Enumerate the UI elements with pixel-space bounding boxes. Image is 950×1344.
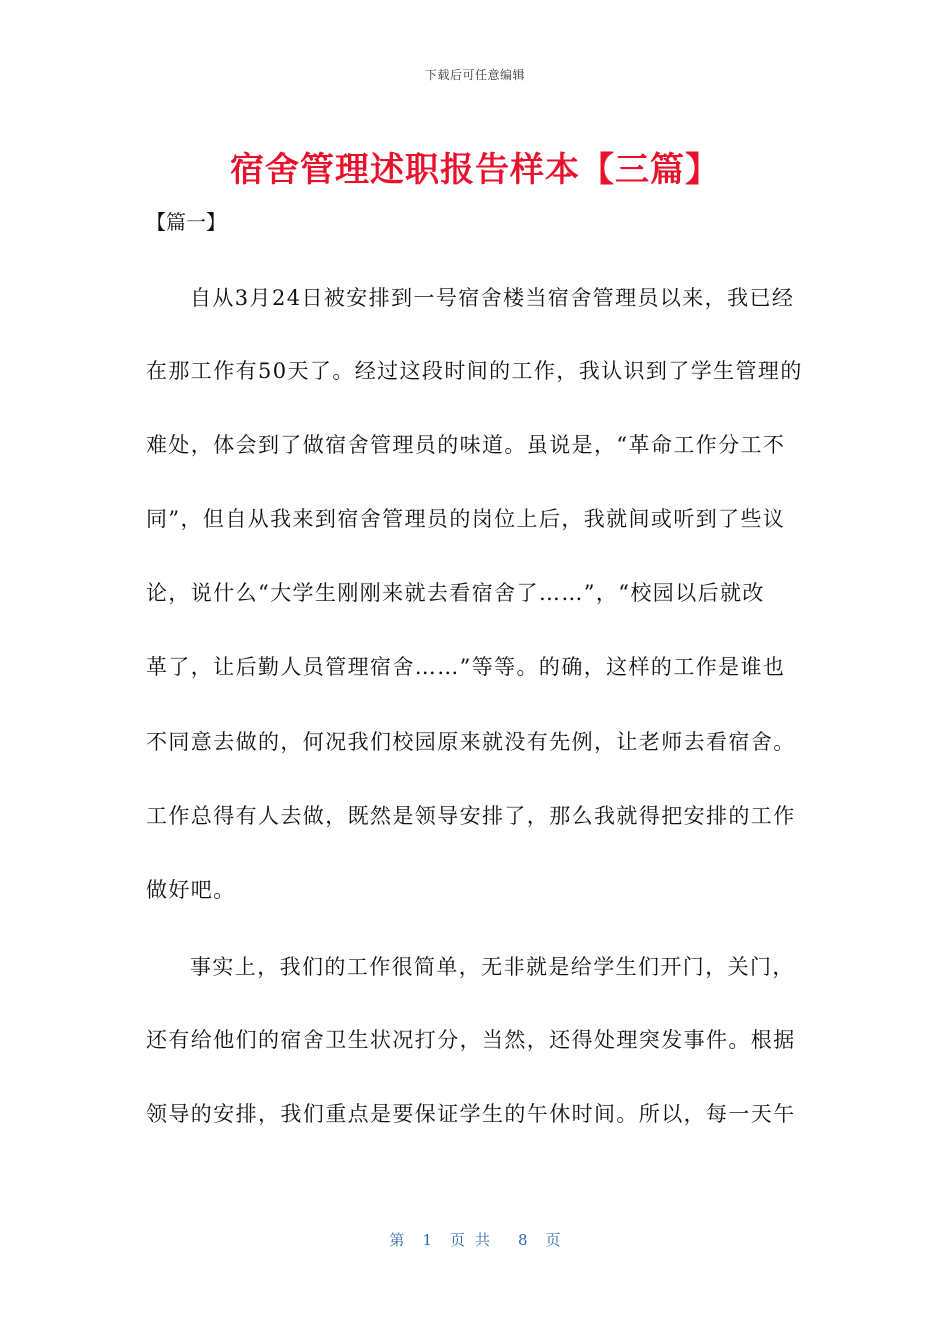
footer-total-pages: 8 xyxy=(518,1231,528,1249)
footer-page-suffix: 页 xyxy=(545,1231,561,1249)
section-label: 【篇一】 xyxy=(146,210,226,234)
header-note: 下载后可任意编辑 xyxy=(424,68,525,82)
paragraph-line: 自从3月24日被安排到一号宿舍楼当宿舍管理员以来，我已经 xyxy=(190,286,795,310)
paragraph-line: 事实上，我们的工作很简单，无非就是给学生们开门，关门， xyxy=(190,955,795,979)
paragraph-line: 不同意去做的，何况我们校园原来就没有先例，让老师去看宿舍。 xyxy=(146,730,796,754)
footer-page-mid: 页共 xyxy=(449,1231,500,1249)
footer-page-prefix: 第 xyxy=(389,1231,405,1249)
paragraph-line: 在那工作有50天了。经过这段时间的工作，我认识到了学生管理的 xyxy=(146,359,803,383)
paragraph-line: 领导的安排，我们重点是要保证学生的午休时间。所以，每一天午 xyxy=(146,1102,796,1126)
paragraph-line: 论，说什么“大学生刚刚来就去看宿舍了……”，“校园以后就改 xyxy=(146,581,765,605)
paragraph-line: 革了，让后勤人员管理宿舍……”等等。的确，这样的工作是谁也 xyxy=(146,655,786,679)
paragraph-line: 难处，体会到了做宿舍管理员的味道。虽说是，“革命工作分工不 xyxy=(146,433,786,457)
document-title: 宿舍管理述职报告样本【三篇】 xyxy=(230,150,720,190)
paragraph-line: 同”，但自从我来到宿舍管理员的岗位上后，我就间或听到了些议 xyxy=(146,507,786,531)
page-footer xyxy=(0,1229,950,1250)
footer-current-page: 1 xyxy=(422,1231,432,1249)
paragraph-line: 工作总得有人去做，既然是领导安排了，那么我就得把安排的工作 xyxy=(146,804,796,828)
paragraph-line: 做好吧。 xyxy=(146,878,236,902)
paragraph-line: 还有给他们的宿舍卫生状况打分，当然，还得处理突发事件。根据 xyxy=(146,1028,796,1052)
